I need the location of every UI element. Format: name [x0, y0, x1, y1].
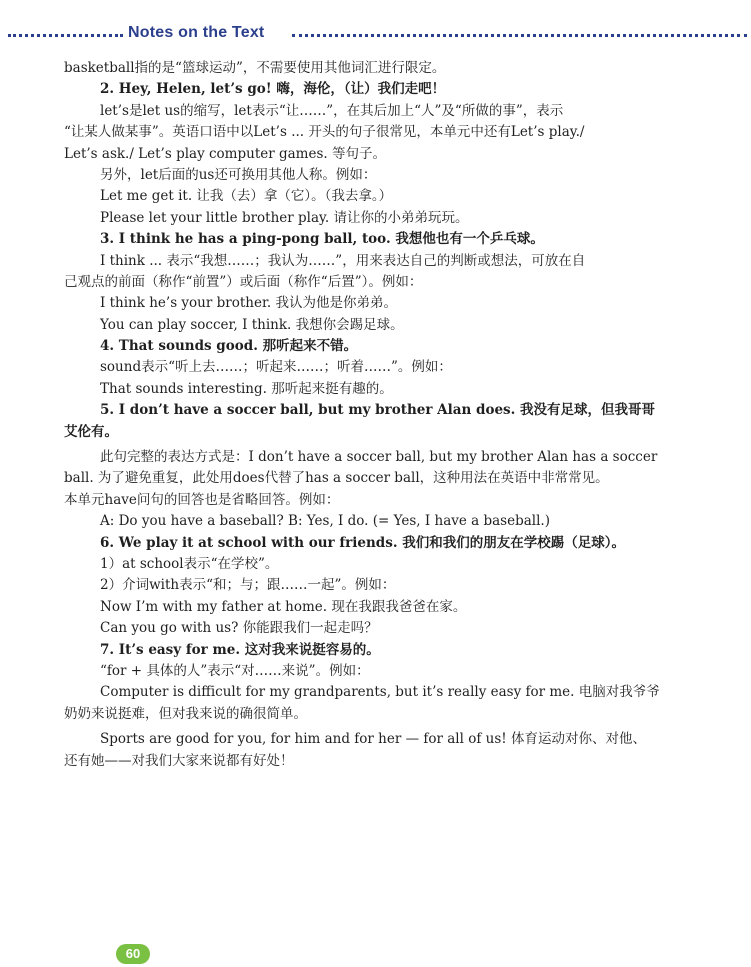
note-heading-2: 2. Hey, Helen, let’s go! 嗨，海伦，（让）我们走吧！ — [100, 81, 446, 98]
text-line: sound表示“听上去……；听起来……；听着……”。例如： — [100, 359, 452, 376]
example-sentence: Computer is difficult for my grandparents, but it’s really easy for me. 电脑对我爷爷 — [100, 684, 660, 701]
text-line: 1）at school表示“在学校”。 — [100, 555, 279, 572]
text-line: 此句完整的表达方式是：I don’t have a soccer ball, but my brother Alan has a soccer — [100, 449, 658, 466]
note-heading-5-cont: 艾伦有。 — [64, 423, 118, 440]
example-sentence: Now I’m with my father at home. 现在我跟我爸爸在家。 — [100, 598, 467, 615]
text-line: I think ... 表示“我想……；我认为……”，用来表达自己的判断或想法，可放在自 — [100, 252, 586, 269]
text-line: basketball指的是“篮球运动”，不需要使用其他词汇进行限定。 — [64, 60, 446, 76]
header-dotted-rule-right — [292, 34, 747, 37]
example-sentence: That sounds interesting. 那听起来挺有趣的。 — [100, 380, 393, 397]
example-sentence: Let me get it. 让我（去）拿（它）。（我去拿。） — [100, 188, 393, 205]
example-sentence: You can play soccer, I think. 我想你会踢足球。 — [100, 316, 404, 333]
text-line: 己观点的前面（称作“前置”）或后面（称作“后置”）。例如： — [64, 273, 423, 290]
example-sentence: I think he’s your brother. 我认为他是你弟弟。 — [100, 295, 397, 312]
notes-body — [64, 58, 724, 772]
section-title: Notes on the Text — [128, 24, 265, 41]
example-sentence: Please let your little brother play. 请让你的小弟弟玩玩。 — [100, 209, 469, 226]
header-dotted-rule-left — [8, 34, 123, 37]
text-line: Let’s ask./ Let’s play computer games. 等句子。 — [64, 145, 386, 162]
text-line: let’s是let us的缩写，let表示“让……”，在其后加上“人”及“所做的事”，表示 — [100, 102, 564, 119]
note-heading-5: 5. I don’t have a soccer ball, but my brother Alan does. 我没有足球，但我哥哥 — [100, 402, 656, 419]
note-heading-4: 4. That sounds good. 那听起来不错。 — [100, 338, 358, 355]
note-heading-6: 6. We play it at school with our friends. 我们和我们的朋友在学校踢（足球）。 — [100, 534, 625, 551]
text-line: 2）介词with表示“和；与；跟……一起”。例如： — [100, 577, 396, 594]
text-line: 奶奶来说挺难，但对我来说的确很简单。 — [64, 705, 307, 722]
text-line: “让某人做某事”。英语口语中以Let’s ... 开头的句子很常见，本单元中还有Let’s play./ — [64, 124, 585, 141]
text-line: 另外，let后面的us还可换用其他人称。例如： — [100, 166, 377, 183]
text-line: 还有她——对我们大家来说都有好处！ — [64, 752, 294, 769]
text-line: ball. 为了避免重复，此处用does代替了has a soccer ball，这种用法在英语中非常常见。 — [64, 470, 609, 487]
note-heading-7: 7. It’s easy for me. 这对我来说挺容易的。 — [100, 641, 380, 658]
example-sentence: Sports are good for you, for him and for her — for all of us! 体育运动对你、对他、 — [100, 731, 646, 748]
page-number-badge: 60 — [116, 944, 150, 964]
example-sentence: Can you go with us? 你能跟我们一起走吗？ — [100, 620, 378, 637]
text-line: 本单元have问句的回答也是省略回答。例如： — [64, 491, 340, 508]
text-line: “for + 具体的人”表示“对……来说”。例如： — [100, 662, 370, 679]
section-header — [0, 24, 751, 46]
example-sentence: A: Do you have a baseball? B: Yes, I do. (= Yes, I have a baseball.) — [100, 513, 550, 530]
note-heading-3: 3. I think he has a ping-pong ball, too. 我想他也有一个乒乓球。 — [100, 231, 544, 248]
